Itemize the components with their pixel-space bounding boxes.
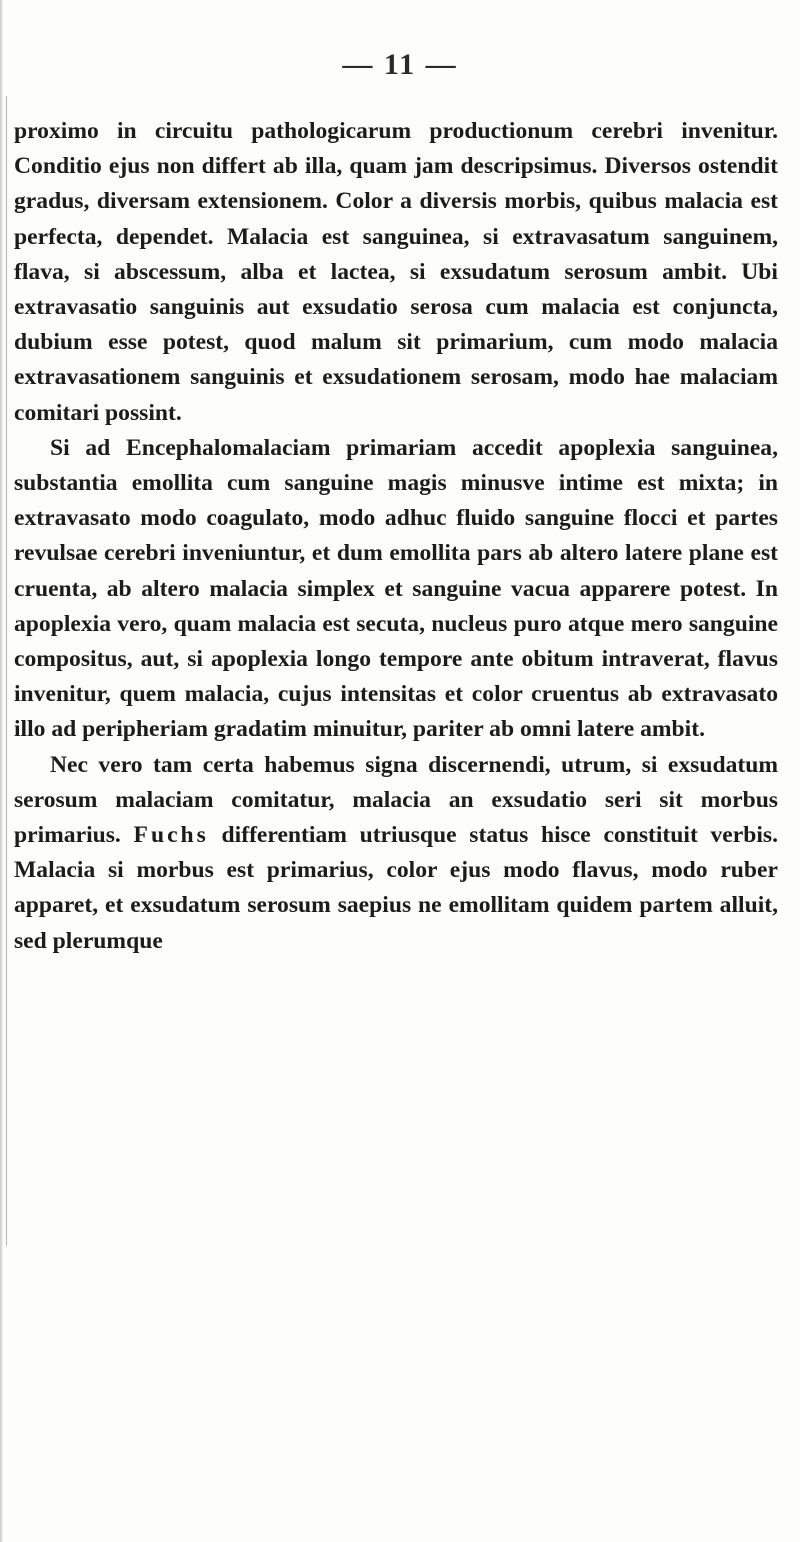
paragraph-1: proximo in circuitu pathologicarum productionum cerebri invenitur. Conditio ejus non differt ab illa, quam jam descripsimus. Diversos ostendit gradus, diversam extensionem. Color a diversis morbis, quibus malacia est perfecta, dependet. Malacia est sanguinea, si extravasatum sanguinem, flava, si abscessum, alba et lactea, si exsudatum serosum ambit. Ubi extravasatio sanguinis aut exsudatio serosa cum malacia est conjuncta, dubium esse potest, quod malum sit primarium, cum modo malacia extravasationem sanguinis et exsudationem serosam, modo hae malaciam comitari possint. — [14, 118, 778, 426]
paragraph-2: Si ad Encephalomalaciam primariam accedit apoplexia sanguinea, substantia emollita cum sanguine magis minusve intime est mixta; in extravasato modo coagulato, modo adhuc fluido sanguine flocci et partes revulsae cerebri inveniuntur, et dum emollita pars ab altero latere plane est cruenta, ab altero malacia simplex et sanguine vacua apparere potest. In apoplexia vero, quam malacia est secuta, nucleus puro atque mero sanguine compositus, aut, si apoplexia longo tempore ante obitum intraverat, flavus invenitur, quem malacia, cujus intensitas et color cruentus ab extravasato illo ad peripheriam gradatim minuitur, pariter ab omni latere ambit. — [14, 434, 778, 743]
author-name-fuchs: Fuchs — [133, 822, 209, 849]
main-text-block — [14, 114, 778, 959]
paragraph-3 — [14, 748, 778, 959]
page-gutter-edge — [0, 0, 3, 1542]
page-margin-line — [6, 96, 7, 1246]
paragraph-3-after: differentiam utriusque status hisce constituit verbis. Malacia si morbus est primarius, color ejus modo flavus, modo ruber apparet, et exsudatum serosum saepius ne emollitam quidem partem alluit, sed plerumque — [14, 822, 778, 954]
paragraph-3-before: Nec vero tam certa habemus signa discernendi, utrum, si exsudatum serosum malaciam comitatur, malacia an exsudatio seri sit morbus primarius. — [14, 751, 778, 849]
page-number-header: — 11 — — [342, 48, 458, 81]
